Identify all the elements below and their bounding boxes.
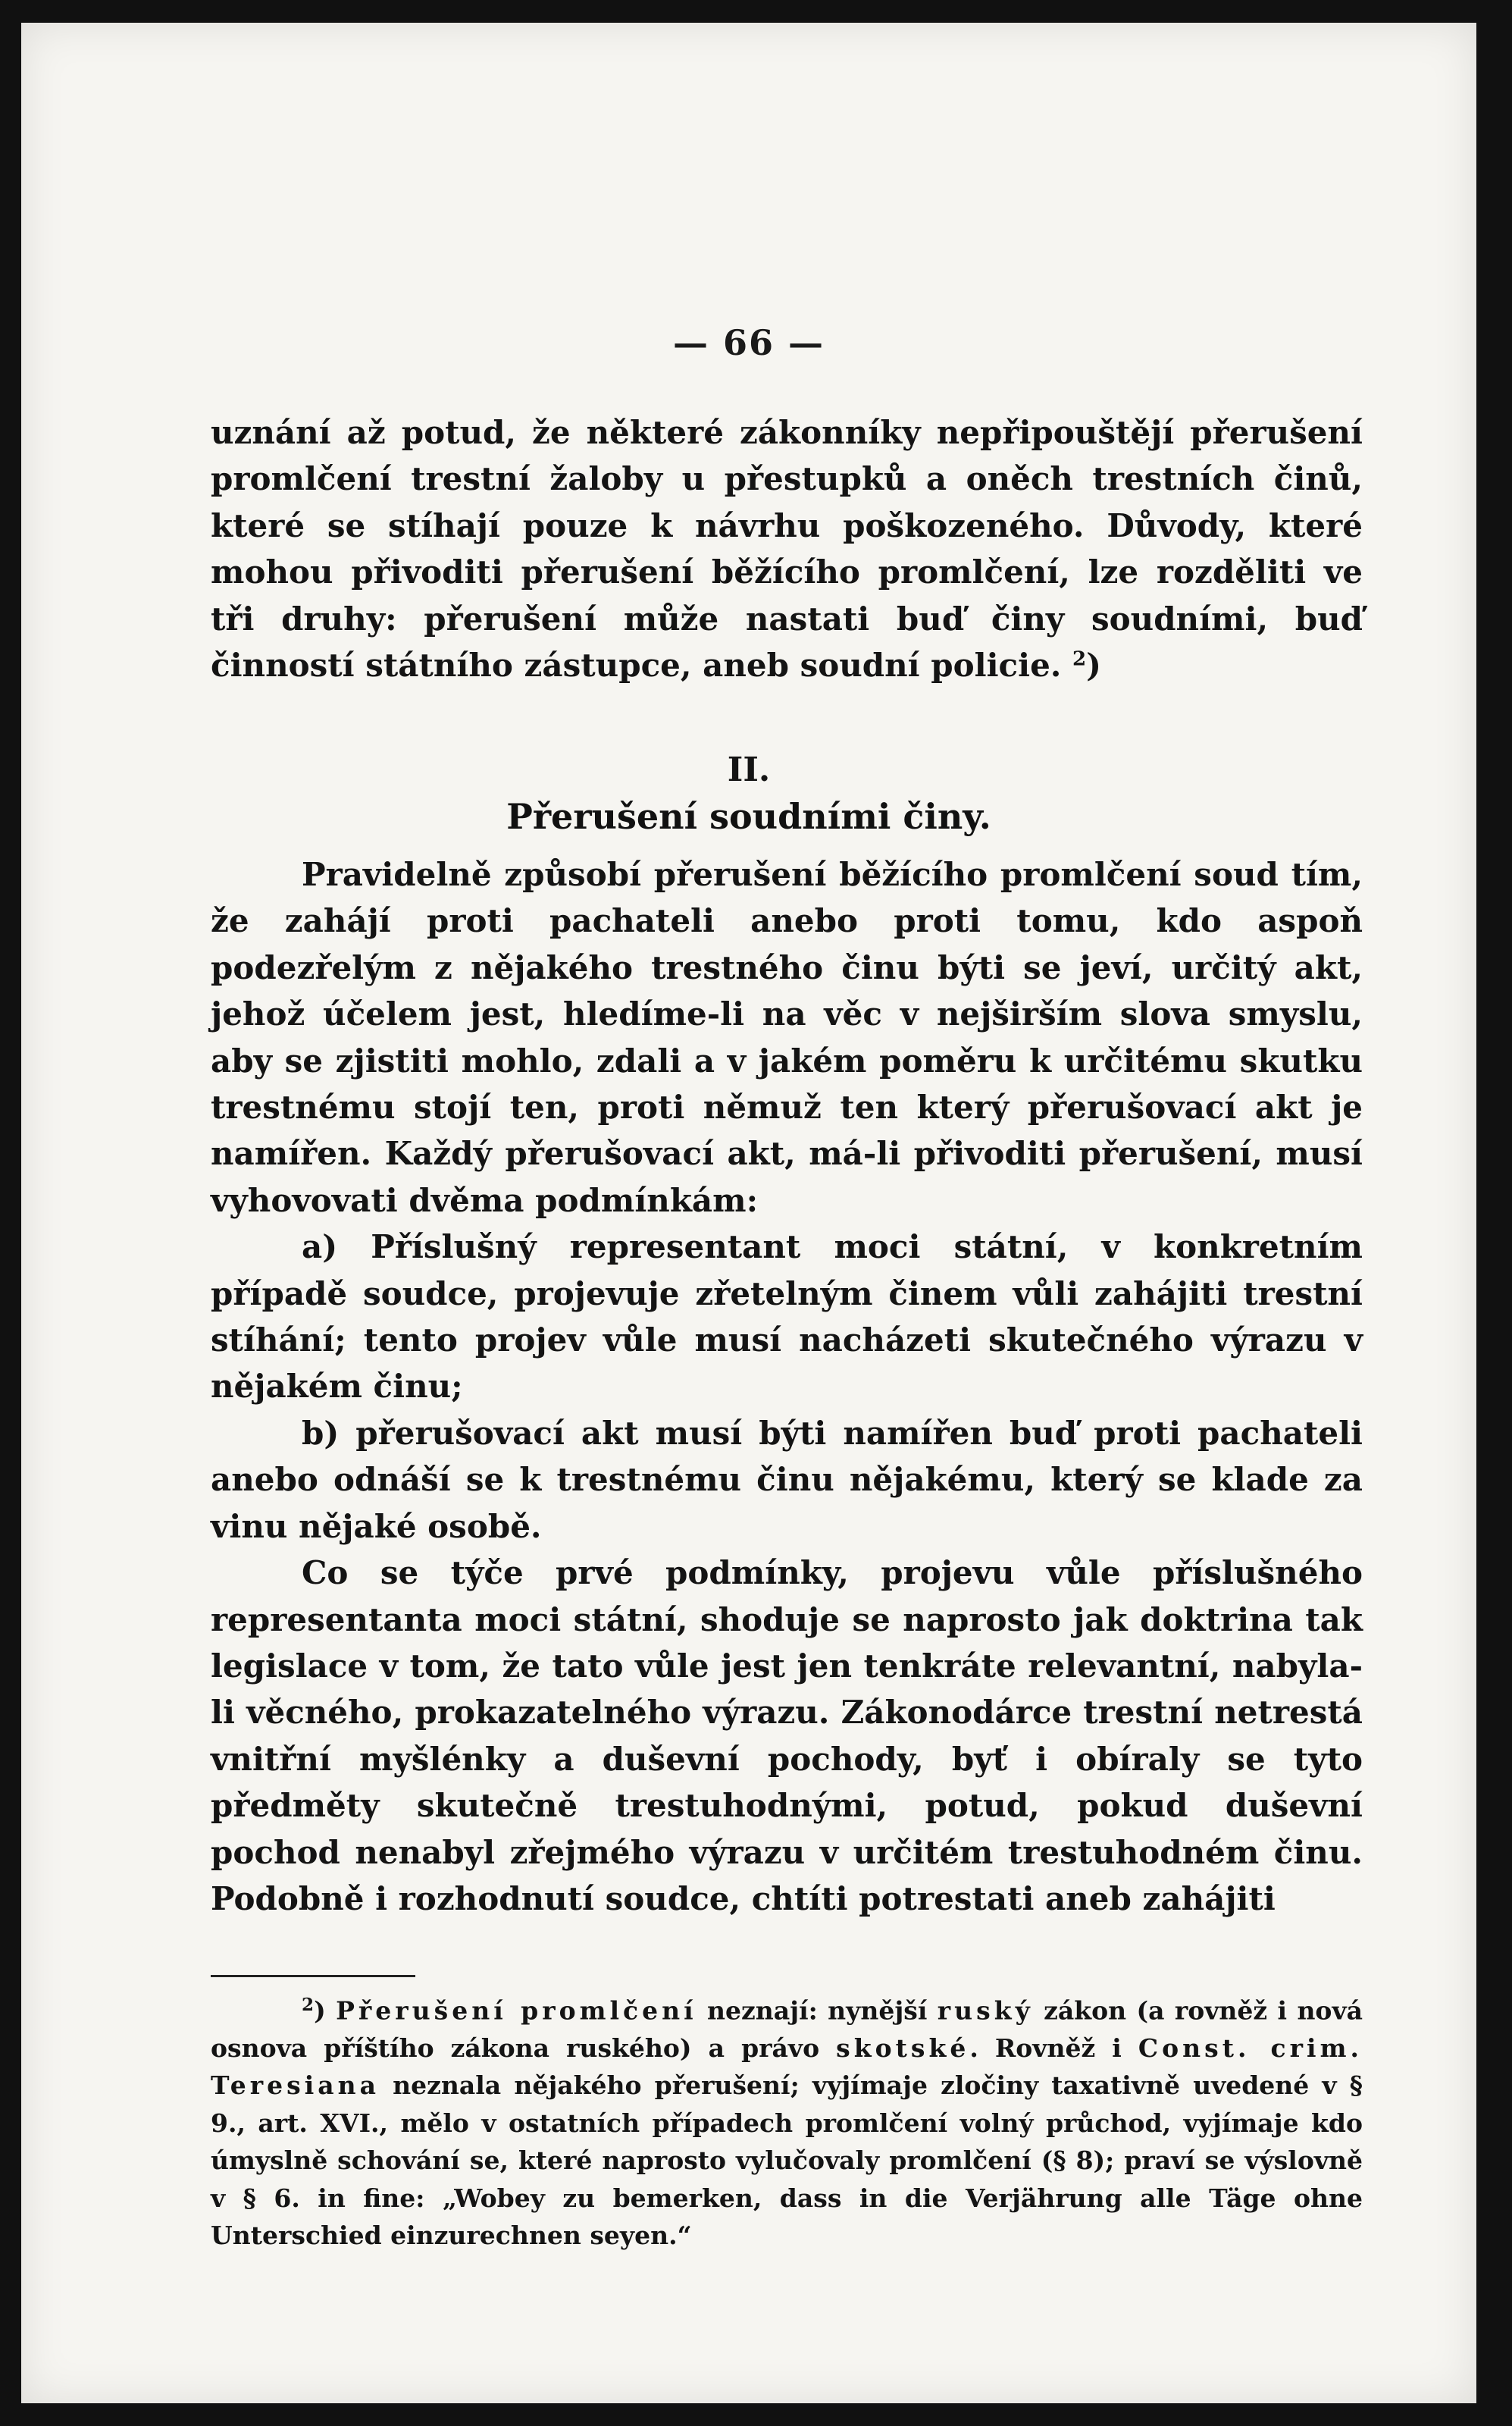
footnote-block — [211, 1986, 1363, 2254]
condition-b-paragraph: b) přerušovací akt musí býti namířen buď proti pachateli anebo odnáší se k trestnému činu nějakému, který se klade za vinu nějaké osobě. — [211, 1414, 1363, 1545]
footnote-marker: 2 — [302, 1995, 315, 2015]
footnote-text: zákon (a rovněž i nová osnova příštího zákona ruského) a právo — [211, 1995, 1363, 2063]
footnote-divider — [211, 1975, 415, 1977]
intro-text: uznání až potud, že některé zákonníky nepřipouštějí přerušení promlčení trestní žaloby u přestupků a oněch trestních činů, které se stíhají pouze k návrhu poškozeného. Důvody, které mohou přivoditi přerušení běžícího promlčení, lze rozděliti ve tři druhy: přerušení může nastati buď činy soudními, buď činností státního zástupce, aneb soudní policie. — [211, 414, 1363, 685]
footnote-marker-close: ) — [314, 1995, 326, 2026]
footnote-text: neznala nějakého přerušení; vyjímaje zločiny taxativně uvedené v § 9., art. XVI., mělo v ostatních případech promlčení volný průchod, vyjímaje kdo úmyslně schování se, které naprosto vylučovaly promlčení (§ 8); praví se výslovně v § 6. in fine: „Wobey zu bemerken, dass in die Verjährung alle Täge ohne Unterschied einzurechnen seyen.“ — [211, 2070, 1363, 2250]
footnote-spaced-term: skotské — [836, 2033, 970, 2063]
footnote-reference: 2 — [1072, 647, 1087, 671]
body-text — [211, 851, 1363, 1922]
section-numeral: II. — [727, 751, 771, 789]
body-paragraph: Co se týče prvé podmínky, projevu vůle příslušného representanta moci státní, shoduje se naprosto jak doktrina tak legislace v tom, že tato vůle jest jen tenkráte relevantní, nabyla-li věcného, prokazatelného výrazu. Zákonodárce trestní netrestá vnitřní myšlénky a duševní pochody, byť i obíraly se tyto předměty skutečně trestuhodnými, potud, pokud duševní pochod nenabyl zřejmého výrazu v určitém trestuhodném činu. Podobně i rozhodnutí soudce, chtíti potrestati aneb zahájiti — [211, 1554, 1363, 1917]
footnote-spaced-term: Const. crim. Teresiana — [211, 2033, 1363, 2101]
intro-paragraph-block — [211, 409, 1363, 688]
footnote-spaced-term: ruský — [937, 1995, 1034, 2026]
footnote-spaced-term: Přerušení promlčení — [336, 1995, 697, 2026]
footnote-paragraph — [211, 1986, 1363, 2254]
book-page — [21, 23, 1476, 2403]
footnote-text: neznají: nynější — [697, 1995, 938, 2026]
intro-paragraph — [211, 409, 1363, 688]
body-paragraph: Pravidelně způsobí přerušení běžícího promlčení soud tím, že zahájí proti pachateli anebo proti tomu, kdo aspoň podezřelým z nějakého trestného činu býti se jeví, určitý akt, jehož účelem jest, hledíme-li na věc v nejširším slova smyslu, aby se zjistiti mohlo, zdali a v jakém poměru k určitému skutku trestnému stojí ten, proti němuž ten který přerušovací akt je namířen. Každý přerušovací akt, má-li přivoditi přerušení, musí vyhovovati dvěma podmínkám: — [211, 856, 1363, 1219]
footnote-reference-close: ) — [1086, 647, 1102, 685]
condition-a-paragraph: a) Příslušný representant moci státní, v konkretním případě soudce, projevuje zřetelným činem vůli zahájiti trestní stíhání; tento projev vůle musí nacházeti skutečného výrazu v nějakém činu; — [211, 1228, 1363, 1406]
footnote-text: . Rovněž i — [969, 2033, 1138, 2063]
page-number: — 66 — — [672, 322, 825, 363]
section-title: Přerušení soudními činy. — [506, 796, 991, 837]
